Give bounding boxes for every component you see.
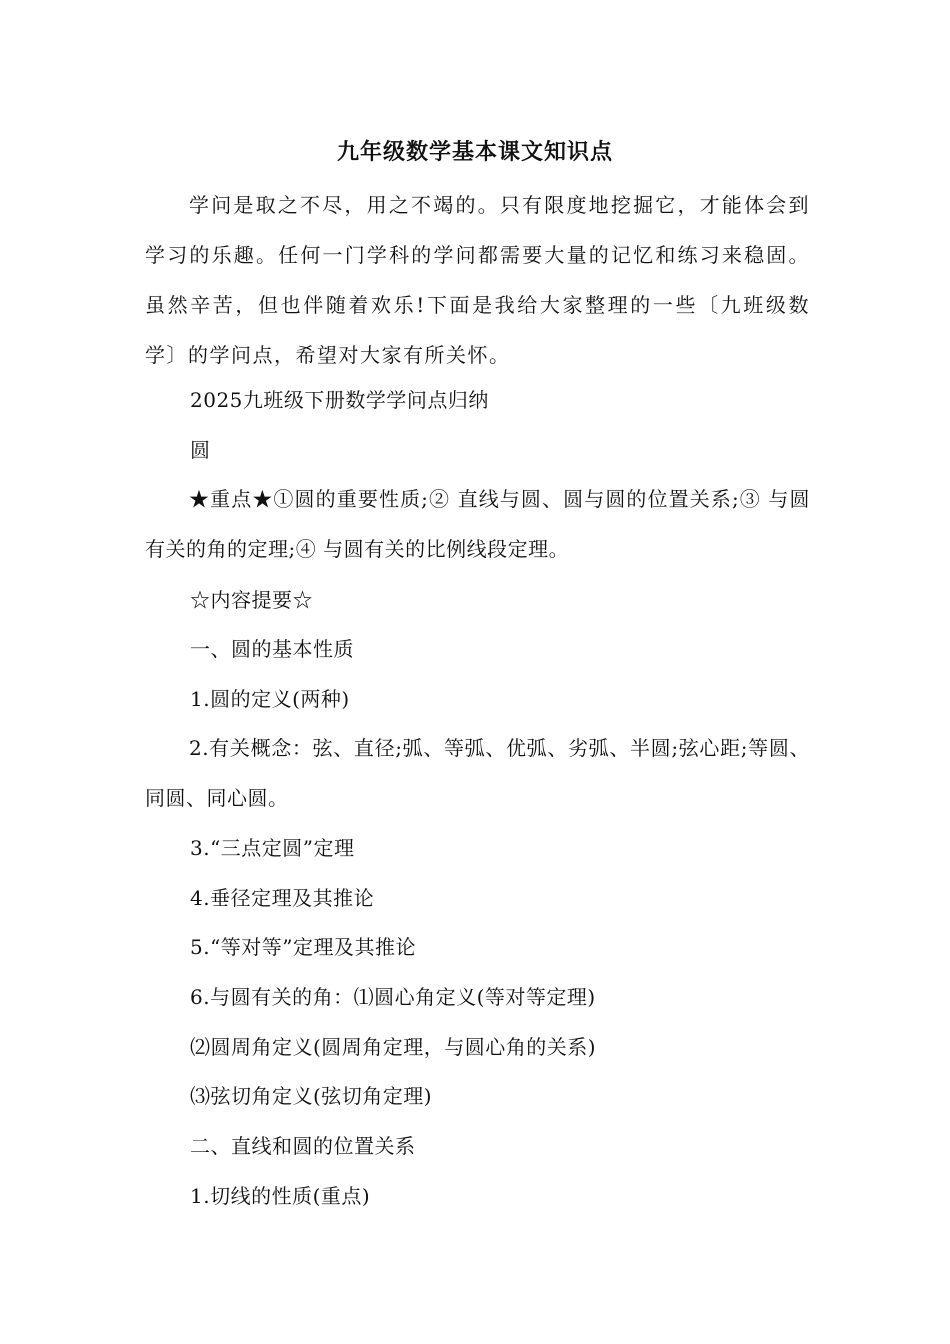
heading-2025: 2025九班级下册数学学问点归纳 — [190, 388, 489, 412]
section-2-heading: 二、直线和圆的位置关系 — [190, 1134, 416, 1158]
list-item: 1.切线的性质(重点) — [190, 1184, 371, 1208]
topic-heading: 圆 — [190, 438, 211, 462]
list-item: ⑵圆周角定义(圆周角定理，与圆心角的关系) — [190, 1035, 597, 1059]
intro-paragraph: 学问是取之不尽，用之不竭的。只有限度地挖掘它，才能体会到学习的乐趣。任何一门学科的学问都需要大量的记忆和练习来稳固。虽然辛苦，但也伴随着欢乐!下面是我给大家整理的一些〔九班级数学〕的学问点，希望对大家有所关怀。 — [145, 193, 810, 367]
summary-heading: ☆内容提要☆ — [190, 588, 313, 612]
key-points-paragraph: ★重点★①圆的重要性质;② 直线与圆、圆与圆的位置关系;③ 与圆有关的角的定理;④ 与圆有关的比例线段定理。 — [145, 487, 810, 561]
document-title: 九年级数学基本课文知识点 — [336, 139, 613, 165]
section-1-heading: 一、圆的基本性质 — [190, 637, 354, 661]
list-item: 3.“三点定圆”定理 — [190, 836, 355, 860]
list-item: 5.“等对等”定理及其推论 — [190, 935, 417, 959]
list-item: 4.垂径定理及其推论 — [190, 886, 375, 910]
list-item: 2.有关概念：弦、直径;弧、等弧、优弧、劣弧、半圆;弦心距;等圆、同圆、同心圆。 — [145, 736, 810, 810]
list-item: ⑶弦切角定义(弦切角定理) — [190, 1084, 433, 1108]
list-item: 6.与圆有关的角：⑴圆心角定义(等对等定理) — [190, 985, 596, 1009]
list-item: 1.圆的定义(两种) — [190, 687, 350, 711]
